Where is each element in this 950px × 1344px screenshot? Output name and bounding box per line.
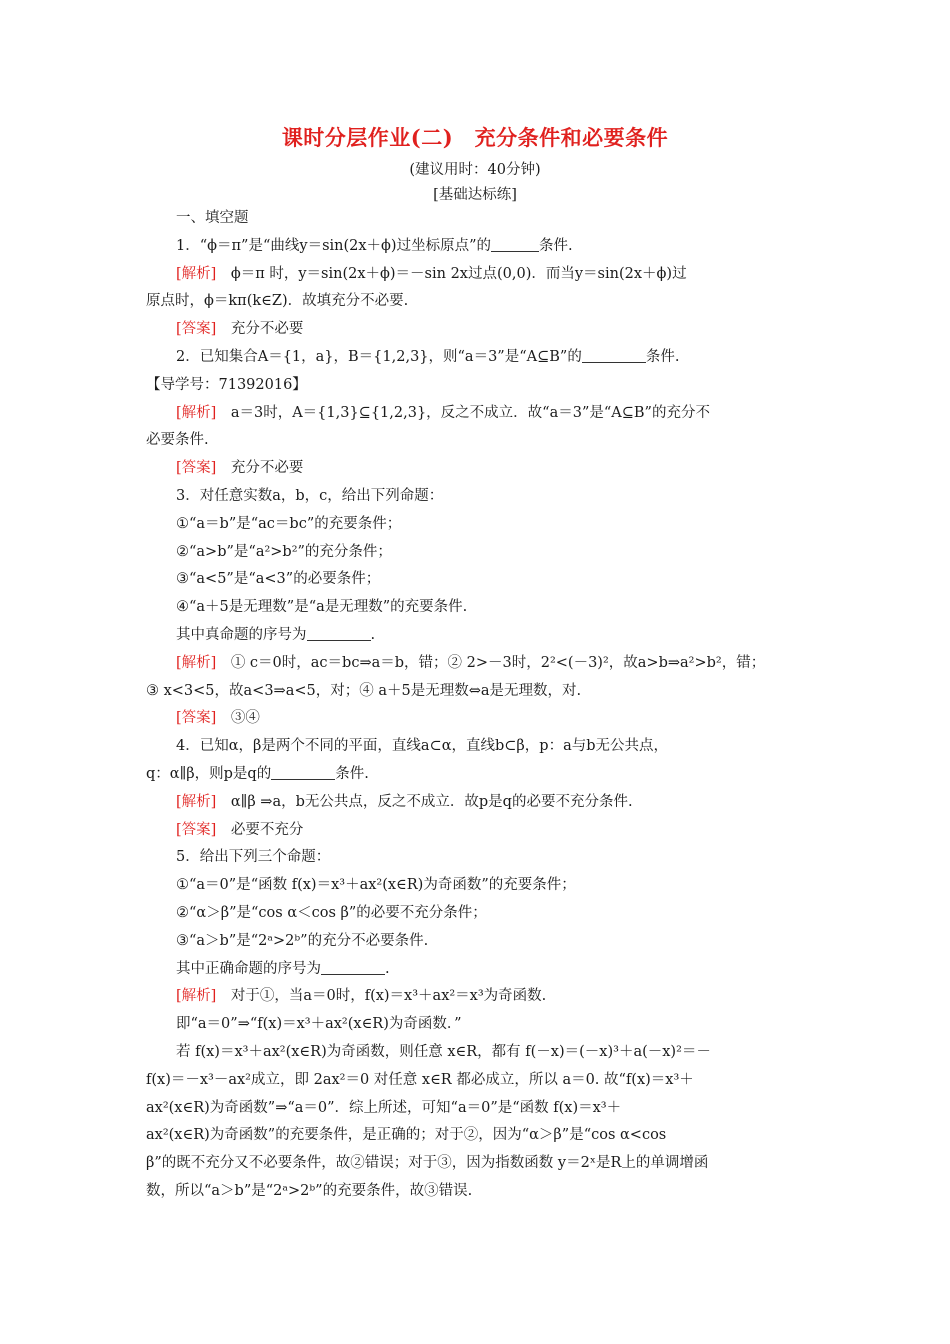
question-5-analysis-line-3: 若 f(x)＝x³＋ax²(x∈R)为奇函数，则任意 x∈R，都有 f(－x)＝(－x)³＋a(－x)²＝－: [176, 1043, 711, 1060]
answer-blank: [491, 235, 539, 252]
question-5-analysis: [解析] 对于①，当a＝0时，f(x)＝x³＋ax²＝x³为奇函数.: [176, 988, 547, 1005]
question-5-analysis-line-2: 即“a＝0”⇒“f(x)＝x³＋ax²(x∈R)为奇函数．”: [176, 1016, 462, 1033]
analysis-tag: [解析]: [176, 654, 217, 671]
question-5-item-2: ②“α＞β”是“cos α＜cos β”的必要不充分条件；: [176, 904, 487, 921]
analysis-tag: [解析]: [176, 404, 217, 421]
question-3-item-1: ①“a＝b”是“ac＝bc”的充要条件；: [176, 515, 402, 532]
answer-blank: [307, 624, 371, 641]
question-4-answer: [答案] 必要不充分: [176, 821, 304, 838]
question-2-analysis-cont: 必要条件.: [146, 432, 209, 449]
section-heading: [基础达标练]: [433, 187, 517, 203]
answer-tag: [答案]: [176, 460, 217, 477]
question-5-analysis-line-7: β”的既不充分又不必要条件，故②错误；对于③，因为指数函数 y＝2ˣ是R上的单调增函: [146, 1155, 709, 1172]
analysis-tag: [解析]: [176, 265, 217, 282]
answer-tag: [答案]: [176, 710, 217, 727]
question-5-stem: 5．给出下列三个命题：: [176, 849, 331, 866]
question-3-item-3: ③“a<5”是“a<3”的必要条件；: [176, 571, 381, 588]
question-3-analysis: [解析] ① c＝0时，ac＝bc⇒a＝b，错；② 2>－3时，2²<(－3)²，故a>b⇒a²>b²，错；: [176, 654, 766, 671]
guide-number: 【导学号：71392016】: [146, 376, 307, 393]
page-subtitle: (建议用时：40分钟): [409, 162, 541, 178]
answer-tag: [答案]: [176, 321, 217, 338]
question-3-ask: 其中真命题的序号为 .: [146, 622, 808, 650]
question-1-analysis: [解析] ϕ＝π 时，y＝sin(2x＋ϕ)＝－sin 2x过点(0,0)．而当y＝sin(2x＋ϕ)过: [176, 265, 687, 282]
question-1-analysis-cont: 原点时，ϕ＝kπ(k∈Z)．故填充分不必要.: [146, 293, 409, 310]
part-heading: 一、填空题: [176, 210, 249, 226]
question-2-stem: 2．已知集合A＝{1，a}，B＝{1,2,3}，则“a＝3”是“A⊆B”的 条件.: [146, 344, 808, 372]
question-5-item-1: ①“a＝0”是“函数 f(x)＝x³＋ax²(x∈R)为奇函数”的充要条件；: [176, 877, 576, 894]
question-2-analysis: [解析] a＝3时，A＝{1,3}⊆{1,2,3}，反之不成立．故“a＝3”是“A⊆B”的充分不: [176, 404, 710, 421]
question-4-stem-cont: q：α∥β，则p是q的 条件.: [146, 761, 808, 789]
page-title: 课时分层作业(二) 充分条件和必要条件: [281, 125, 669, 150]
question-5-analysis-line-5: ax²(x∈R)为奇函数”⇒“a＝0”．综上所述，可知“a＝0”是“函数 f(x)＝x³＋: [146, 1099, 622, 1116]
answer-blank: [271, 763, 335, 780]
question-3-answer: [答案] ③④: [176, 710, 260, 727]
question-3-stem: 3．对任意实数a，b，c，给出下列命题：: [176, 487, 444, 504]
analysis-tag: [解析]: [176, 793, 217, 810]
question-5-analysis-line-6: ax²(x∈R)为奇函数”的充要条件，是正确的；对于②，因为“α＞β”是“cos α<cos: [146, 1127, 667, 1144]
question-3-analysis-cont: ③ x<3<5，故a<3⇒a<5，对；④ a＋5是无理数⇔a是无理数，对.: [146, 682, 582, 699]
question-4-analysis: [解析] α∥β ⇒a，b无公共点，反之不成立．故p是q的必要不充分条件.: [176, 793, 633, 810]
question-3-item-4: ④“a＋5是无理数”是“a是无理数”的充要条件.: [176, 599, 468, 616]
answer-blank: [582, 346, 646, 363]
question-5-item-3: ③“a＞b”是“2ᵃ>2ᵇ”的充分不必要条件.: [176, 932, 429, 949]
question-1-stem: 1．“ϕ＝π”是“曲线y＝sin(2x＋ϕ)过坐标原点”的 条件.: [146, 233, 808, 261]
question-2-answer: [答案] 充分不必要: [176, 460, 304, 477]
question-1-answer: [答案] 充分不必要: [176, 321, 304, 338]
question-4-stem: 4．已知α，β是两个不同的平面，直线a⊂α，直线b⊂β，p：a与b无公共点，: [176, 738, 669, 755]
question-3-item-2: ②“a>b”是“a²>b²”的充分条件；: [176, 543, 392, 560]
question-5-analysis-line-4: f(x)＝－x³－ax²成立，即 2ax²＝0 对任意 x∈R 都必成立，所以 a＝0. 故“f(x)＝x³＋: [146, 1071, 694, 1088]
question-5-ask: 其中正确命题的序号为 .: [146, 956, 808, 984]
answer-tag: [答案]: [176, 821, 217, 838]
document-body: [146, 205, 808, 1206]
analysis-tag: [解析]: [176, 988, 217, 1005]
answer-blank: [321, 958, 385, 975]
question-5-analysis-line-8: 数，所以“a＞b”是“2ᵃ>2ᵇ”的充要条件，故③错误.: [146, 1182, 473, 1199]
